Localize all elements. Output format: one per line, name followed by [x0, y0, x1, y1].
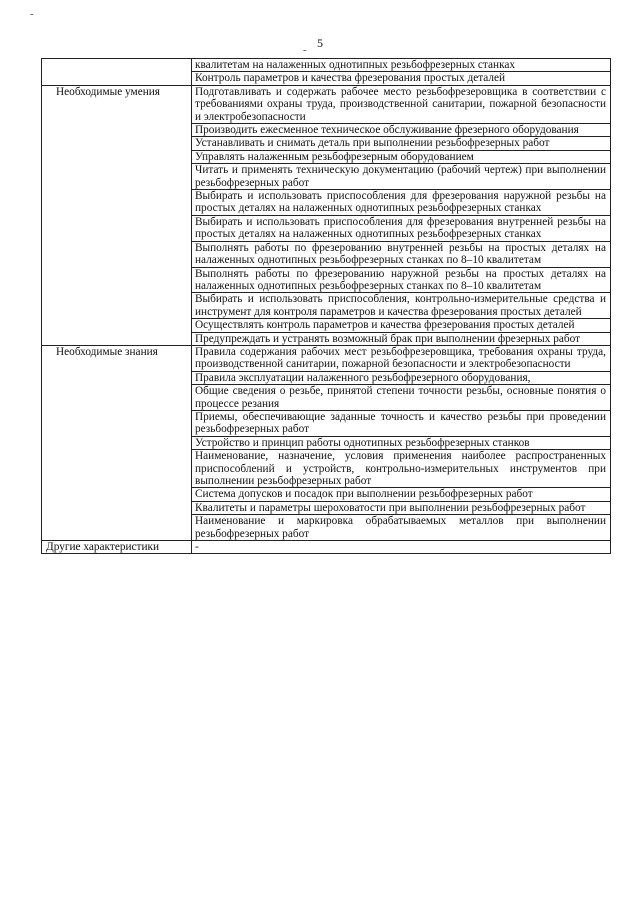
row-item: -	[192, 541, 611, 554]
characteristics-table	[41, 58, 611, 554]
row-label	[42, 59, 192, 86]
row-item: Выбирать и использовать приспособления для фрезерования внутренней резьбы на простых деталях на налаженных однотипных резьбофрезерных станках	[192, 215, 611, 241]
row-item: Квалитеты и параметры шероховатости при выполнении резьбофрезерных работ	[192, 501, 611, 514]
row-item: Подготавливать и содержать рабочее место резьбофрезеровщика в соответствии с требованиями охраны труда, производственной санитарии, пожарной безопасности и электробезопасности	[192, 85, 611, 123]
row-item: Устанавливать и снимать деталь при выполнении резьбофрезерных работ	[192, 137, 611, 150]
row-item: Наименование, назначение, условия применения наиболее распространенных приспособлений и устройств, контрольно-измерительных инструментов при выполнении резьбофрезерных работ	[192, 450, 611, 488]
row-item: Производить ежесменное техническое обслуживание фрезерного оборудования	[192, 124, 611, 137]
table-row	[42, 85, 611, 123]
row-label: Необходимые умения	[42, 85, 192, 345]
row-label: Необходимые знания	[42, 345, 192, 540]
row-item: квалитетам на налаженных однотипных резьбофрезерных станках	[192, 59, 611, 72]
row-item: Выбирать и использовать приспособления для фрезерования наружной резьбы на простых деталях на налаженных однотипных резьбофрезерных станках	[192, 190, 611, 216]
row-label: Другие характеристики	[42, 541, 192, 554]
row-item: Выбирать и использовать приспособления, контрольно-измерительные средства и инструмент для контроля параметров и качества фрезерования простых деталей	[192, 293, 611, 319]
row-item: Выполнять работы по фрезерованию внутренней резьбы на простых деталях на налаженных однотипных резьбофрезерных станках по 8–10 квалитетам	[192, 241, 611, 267]
scan-mark-center: -	[303, 44, 307, 56]
table-row	[42, 541, 611, 554]
row-item: Читать и применять техническую документацию (рабочий чертеж) при выполнении резьбофрезерных работ	[192, 164, 611, 190]
row-item: Правила содержания рабочих мест резьбофрезеровщика, требования охраны труда, производственной санитарии, пожарной безопасности и электробезопасности	[192, 345, 611, 371]
row-item: Правила эксплуатации налаженного резьбофрезерного оборудования,	[192, 371, 611, 384]
row-item: Наименование и маркировка обрабатываемых металлов при выполнении резьбофрезерных работ	[192, 515, 611, 541]
row-item: Устройство и принцип работы однотипных резьбофрезерных станков	[192, 436, 611, 449]
scan-mark-left: -	[30, 8, 34, 20]
table-body	[42, 59, 611, 554]
row-item: Контроль параметров и качества фрезерования простых деталей	[192, 72, 611, 85]
table-row	[42, 345, 611, 371]
table-row	[42, 59, 611, 72]
row-item: Приемы, обеспечивающие заданные точность и качество резьбы при проведении резьбофрезерных работ	[192, 410, 611, 436]
row-item: Предупреждать и устранять возможный брак при выполнении фрезерных работ	[192, 332, 611, 345]
row-item: Осуществлять контроль параметров и качества фрезерования простых деталей	[192, 319, 611, 332]
row-item: Выполнять работы по фрезерованию наружной резьбы на простых деталях на налаженных однотипных резьбофрезерных станках по 8–10 квалитетам	[192, 267, 611, 293]
row-item: Общие сведения о резьбе, принятой степени точности резьбы, основные понятия о процессе резания	[192, 385, 611, 411]
page-number: 5	[317, 36, 323, 50]
row-item: Управлять налаженным резьбофрезерным оборудованием	[192, 150, 611, 163]
row-item: Система допусков и посадок при выполнении резьбофрезерных работ	[192, 488, 611, 501]
